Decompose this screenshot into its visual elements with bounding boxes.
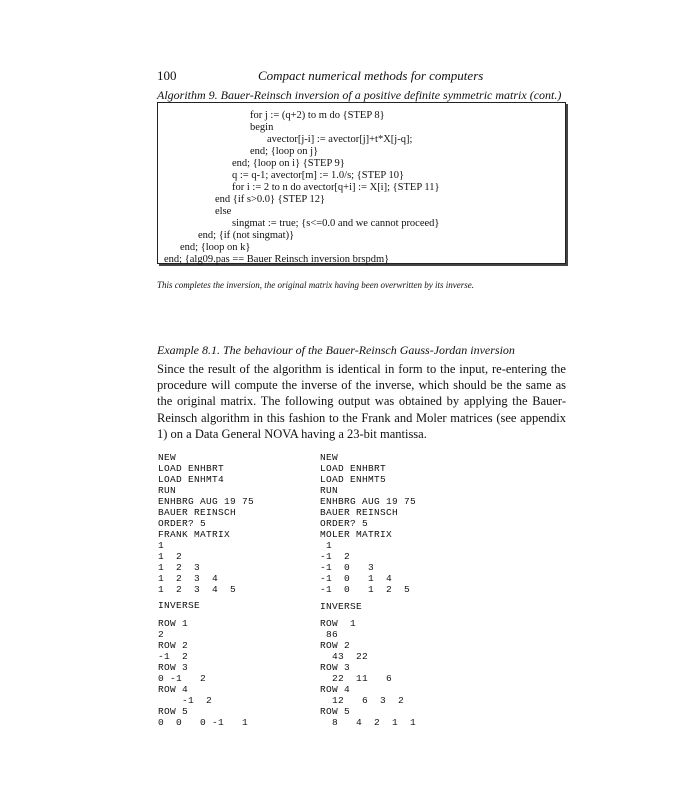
output-line: LOAD ENHMT4	[158, 474, 225, 485]
output-line: 1	[158, 540, 165, 551]
output-line: LOAD ENHBRT	[320, 463, 387, 474]
code-line: q := q-1; avector[m] := 1.0/s; {STEP 10}	[232, 170, 405, 181]
code-line: end; {loop on j}	[250, 146, 319, 157]
output-line: ROW 5	[158, 706, 189, 717]
output-line: FRANK MATRIX	[158, 529, 231, 540]
code-line: avector[j-i] := avector[j]+t*X[j-q];	[267, 134, 413, 145]
output-line: 43 22	[320, 651, 369, 662]
output-line: ROW 1	[320, 618, 357, 629]
output-line: ORDER? 5	[320, 518, 369, 529]
output-line: ENHBRG AUG 19 75	[158, 496, 255, 507]
output-line: -1 2	[158, 695, 213, 706]
code-line: end; {loop on i} {STEP 9}	[232, 158, 345, 169]
output-line: -1 0 1 4	[320, 573, 393, 584]
output-line: ROW 4	[320, 684, 351, 695]
code-line: end {if s>0.0} {STEP 12}	[215, 194, 325, 205]
output-line: RUN	[320, 485, 339, 496]
output-line: -1 2	[158, 651, 189, 662]
output-line: 0 0 0 -1 1	[158, 717, 249, 728]
code-line: else	[215, 206, 232, 217]
output-line: ROW 3	[320, 662, 351, 673]
output-line: ROW 3	[158, 662, 189, 673]
output-line: LOAD ENHMT5	[320, 474, 387, 485]
output-line: ORDER? 5	[158, 518, 207, 529]
algorithm-caption: Algorithm 9. Bauer-Reinsch inversion of a positive definite symmetric matrix (cont.)	[157, 88, 562, 102]
output-line: 1 2 3	[158, 562, 201, 573]
running-title: Compact numerical methods for computers	[258, 68, 484, 83]
output-line: 86	[320, 629, 339, 640]
output-line: BAUER REINSCH	[320, 507, 399, 518]
code-line: for i := 2 to n do avector[q+i] := X[i]; {STEP 11}	[232, 182, 440, 193]
output-line: 8 4 2 1 1	[320, 717, 417, 728]
output-line: 1	[320, 540, 333, 551]
output-line: BAUER REINSCH	[158, 507, 237, 518]
output-line: ROW 1	[158, 618, 189, 629]
completion-note: This completes the inversion, the original matrix having been overwritten by its inverse.	[157, 280, 474, 290]
code-line: end; {if (not singmat)}	[198, 230, 295, 241]
output-line: NEW	[320, 452, 339, 463]
output-line: NEW	[158, 452, 177, 463]
output-line: MOLER MATRIX	[320, 529, 393, 540]
inverse-label: INVERSE	[158, 600, 201, 611]
output-line: ROW 4	[158, 684, 189, 695]
output-line: 1 2	[158, 551, 183, 562]
example-heading: Example 8.1. The behaviour of the Bauer-Reinsch Gauss-Jordan inversion	[157, 343, 515, 357]
output-line: -1 0 3	[320, 562, 375, 573]
code-line: for j := (q+2) to m do {STEP 8}	[250, 110, 385, 121]
output-line: 12 6 3 2	[320, 695, 405, 706]
page-number: 100	[157, 68, 177, 83]
output-line: ROW 2	[158, 640, 189, 651]
output-line: LOAD ENHBRT	[158, 463, 225, 474]
code-line: end; {alg09.pas == Bauer Reinsch inversion brspdm}	[164, 254, 390, 265]
output-line: 2	[158, 629, 165, 640]
output-line: ENHBRG AUG 19 75	[320, 496, 417, 507]
output-line: 1 2 3 4	[158, 573, 219, 584]
output-line: 22 11 6	[320, 673, 393, 684]
output-line: ROW 2	[320, 640, 351, 651]
code-line: singmat := true; {s<=0.0 and we cannot proceed}	[232, 218, 440, 229]
output-line: ROW 5	[320, 706, 351, 717]
output-line: 0 -1 2	[158, 673, 207, 684]
inverse-label: INVERSE	[320, 601, 363, 612]
code-line: begin	[250, 122, 274, 133]
output-line: -1 0 1 2 5	[320, 584, 411, 595]
output-line: 1 2 3 4 5	[158, 584, 237, 595]
example-paragraph: Since the result of the algorithm is identical in form to the input, re-entering the procedure will compute the inverse of the inverse, which should be the same as the original matrix. The following output was obtained by applying the Bauer-Reinsch algorithm in this fashion to the Frank and Moler matrices (see appendix 1) on a Data General NOVA having a 23-bit mantissa.	[157, 362, 566, 441]
output-line: -1 2	[320, 551, 351, 562]
code-box	[157, 102, 566, 264]
output-line: RUN	[158, 485, 177, 496]
code-line: end; {loop on k}	[180, 242, 251, 253]
